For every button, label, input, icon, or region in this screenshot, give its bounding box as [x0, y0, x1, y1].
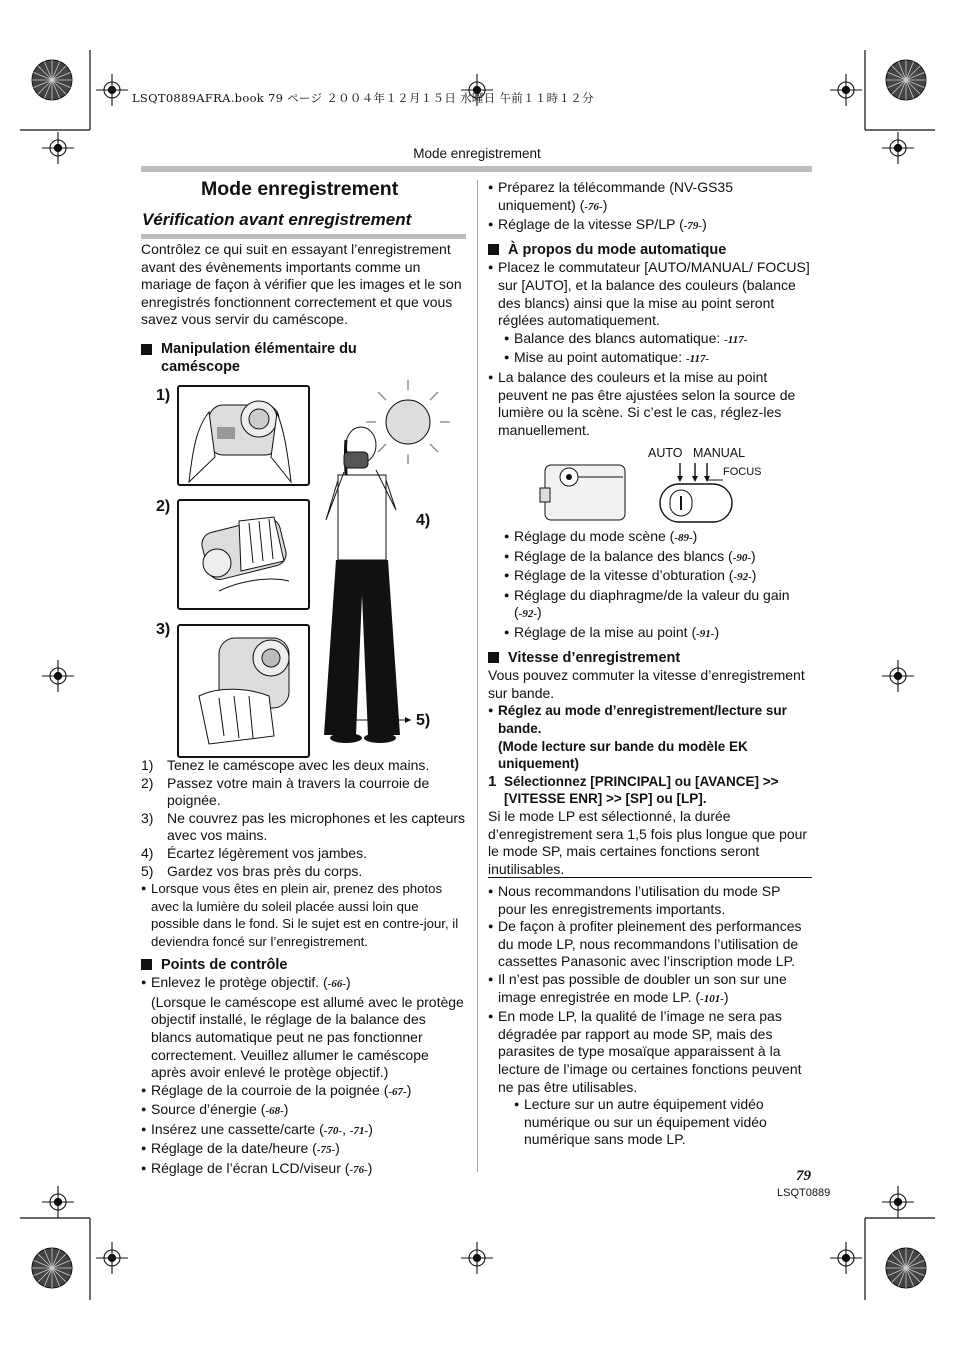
square-bullet-icon: [141, 344, 152, 355]
camcorder-grip-strap-illustration: [177, 499, 310, 610]
list-item: ● Il n’est pas possible de doubler un son sur une image enregistrée en mode LP. (-101-): [488, 970, 787, 1005]
list-item: ● De façon à profiter pleinement des performances du mode LP, nous recommandons l’utilisation de cassettes Panasonic avec l’inscription mode LP.: [488, 918, 802, 970]
list-item: ● Réglage de la mise au point (-91-): [504, 623, 720, 640]
notes-rule: [488, 877, 812, 878]
registration-target-icon: [882, 1186, 914, 1218]
switch-illustration: [535, 460, 740, 530]
list-item: ● Réglage du diaphragme/de la valeur du gain (-92-): [504, 586, 790, 621]
subtitle-rule: [141, 234, 466, 239]
document-code: LSQT0889: [777, 1187, 831, 1199]
list-item: ● Source d’énergie (-68-): [141, 1101, 289, 1118]
list-item: ● Insérez une cassette/carte (-70-, -71-): [141, 1120, 373, 1137]
list-item: ● Enlevez le protège objectif. (-66-) (Lorsque le caméscope est allumé avec le protège objectif installé, le réglage de la balance des blancs automatique peut ne pas fonctionner correctement. Veuillez allumer le caméscope après avoir enlevé le protège objectif.): [141, 974, 464, 1081]
page-number: 79: [796, 1168, 811, 1184]
color-rosette-icon: [32, 1248, 72, 1288]
registration-target-icon: [830, 74, 862, 106]
list-item: 5) Gardez vos bras près du corps.: [141, 862, 363, 879]
list-item: ● Placez le commutateur [AUTO/MANUAL/ FOCUS] sur [AUTO], et la balance des couleurs (balance des blancs) ainsi que la mise au point seront réglées automatiquement.: [488, 259, 810, 329]
figure-label-5: 5): [416, 712, 431, 729]
speed-intro: Vous pouvez commuter la vitesse d’enregistrement sur bande.: [488, 667, 805, 701]
color-rosette-icon: [886, 60, 926, 100]
list-item: ● Réglage de l’écran LCD/viseur (-76-): [141, 1160, 373, 1177]
print-header: LSQT0889AFRA.book 79 ページ ２００４年１２月１５日 水曜日 午前１１時１２分: [132, 91, 594, 105]
list-item: ● Préparez la télécommande (NV-GS35 uniquement) (-76-): [488, 179, 733, 213]
figure-label-3: 3): [156, 621, 171, 638]
registration-target-icon: [42, 1186, 74, 1218]
section-heading-points: Points de contrôle: [141, 957, 466, 975]
list-item: ● Mise au point automatique: -117-: [504, 349, 710, 366]
list-item: ● Réglage de la vitesse d’obturation (-92-): [504, 567, 757, 584]
list-item: ● Réglage de la vitesse SP/LP (-79-): [488, 216, 707, 233]
figure-label-2: 2): [156, 498, 171, 515]
notes-column: [488, 883, 812, 1149]
posture-illustration: [316, 380, 456, 760]
outdoor-note: ● Lorsque vous êtes en plein air, prenez des photos avec la lumière du soleil placée aussi loin que possible dans le fond. Si le sujet est en contre-jour, il deviendra foncé sur l’enregistrement.: [141, 881, 459, 949]
list-item: ● La balance des couleurs et la mise au point peuvent ne pas être ajustées selon la source de lumière ou la scène. Si c’est le cas, réglez-les manuellement.: [488, 368, 796, 438]
camcorder-side-grip-illustration: [177, 624, 310, 758]
section-subtitle: Vérification avant enregistrement: [142, 210, 412, 229]
section-heading-manip: Manipulation élémentaire du caméscope: [141, 341, 466, 376]
switch-label-auto: AUTO: [648, 446, 683, 460]
list-item: ● Réglage de la date/heure (-75-): [141, 1140, 340, 1157]
registration-target-icon: [96, 74, 128, 106]
running-head: Mode enregistrement: [413, 146, 541, 161]
list-item: ● Réglez au mode d’enregistrement/lecture sur bande. (Mode lecture sur bande du modèle EK uniquement): [488, 703, 787, 772]
list-item: 2) Passez votre main à travers la courroie de poignée.: [141, 774, 430, 809]
intro-paragraph: Contrôlez ce qui suit en essayant l’enregistrement avant des évènements importants comme un mariage de façon à vérifier que les images et le son enregistrés fonctionnent correctement et que vous savez vous servir du caméscope.: [141, 241, 462, 328]
section-heading-speed: Vitesse d’enregistrement: [488, 650, 812, 668]
list-item: ● Réglage du mode scène (-89-): [504, 528, 698, 544]
registration-target-icon: [42, 660, 74, 692]
right-column-lower: [488, 528, 812, 878]
list-item: 1) Tenez le caméscope avec les deux mains.: [141, 757, 430, 773]
list-item: ● Réglage de la courroie de la poignée (-67-): [141, 1081, 412, 1098]
list-item: 4) Écartez légèrement vos jambes.: [141, 844, 367, 861]
switch-label-manual: MANUAL: [693, 446, 746, 460]
list-item: ● Nous recommandons l’utilisation du mode SP pour les enregistrements importants.: [488, 883, 781, 917]
figure-label-1: 1): [156, 387, 171, 404]
registration-target-icon: [96, 1242, 128, 1274]
lp-paragraph: Si le mode LP est sélectionné, la durée d’enregistrement sera 1,5 fois plus longue que pour le mode SP, mais certaines fonctions seront inutilisables.: [488, 807, 808, 877]
page-title: Mode enregistrement: [201, 178, 399, 200]
left-column: [141, 241, 466, 376]
list-item: ● Réglage de la balance des blancs (-90-): [504, 547, 756, 564]
step-item: 1 Sélectionnez [PRINCIPAL] ou [AVANCE] >> [VITESSE ENR] >> [SP] ou [LP].: [488, 772, 779, 807]
square-bullet-icon: [488, 244, 499, 255]
list-item: ● Lecture sur un autre équipement vidéo numérique ou sur un équipement vidéo numérique sans mode LP.: [514, 1096, 767, 1148]
list-item: ● Balance des blancs automatique: -117-: [504, 329, 748, 346]
registration-target-icon: [830, 1242, 862, 1274]
square-bullet-icon: [488, 652, 499, 663]
square-bullet-icon: [141, 959, 152, 970]
registration-target-icon: [461, 1242, 493, 1274]
color-rosette-icon: [886, 1248, 926, 1288]
list-item: ● En mode LP, la qualité de l’image ne sera pas dégradée par rapport au mode SP, mais des parasites de type mosaïque apparaissent à la lecture de l’image ou certaines fonctions peuvent ne pas être utilisables.: [488, 1008, 802, 1095]
switch-label-focus: FOCUS: [723, 466, 762, 478]
section-heading-auto: À propos du mode automatique: [488, 242, 812, 260]
top-rule: [141, 166, 812, 172]
color-rosette-icon: [32, 60, 72, 100]
left-column-lower: [141, 757, 466, 1180]
right-column: [488, 179, 812, 439]
column-divider: [477, 180, 478, 1172]
figure-label-4: 4): [416, 512, 431, 529]
registration-target-icon: [882, 660, 914, 692]
list-item: 3) Ne couvrez pas les microphones et les capteurs avec vos mains.: [141, 809, 466, 844]
camcorder-two-hands-illustration: [177, 385, 310, 486]
